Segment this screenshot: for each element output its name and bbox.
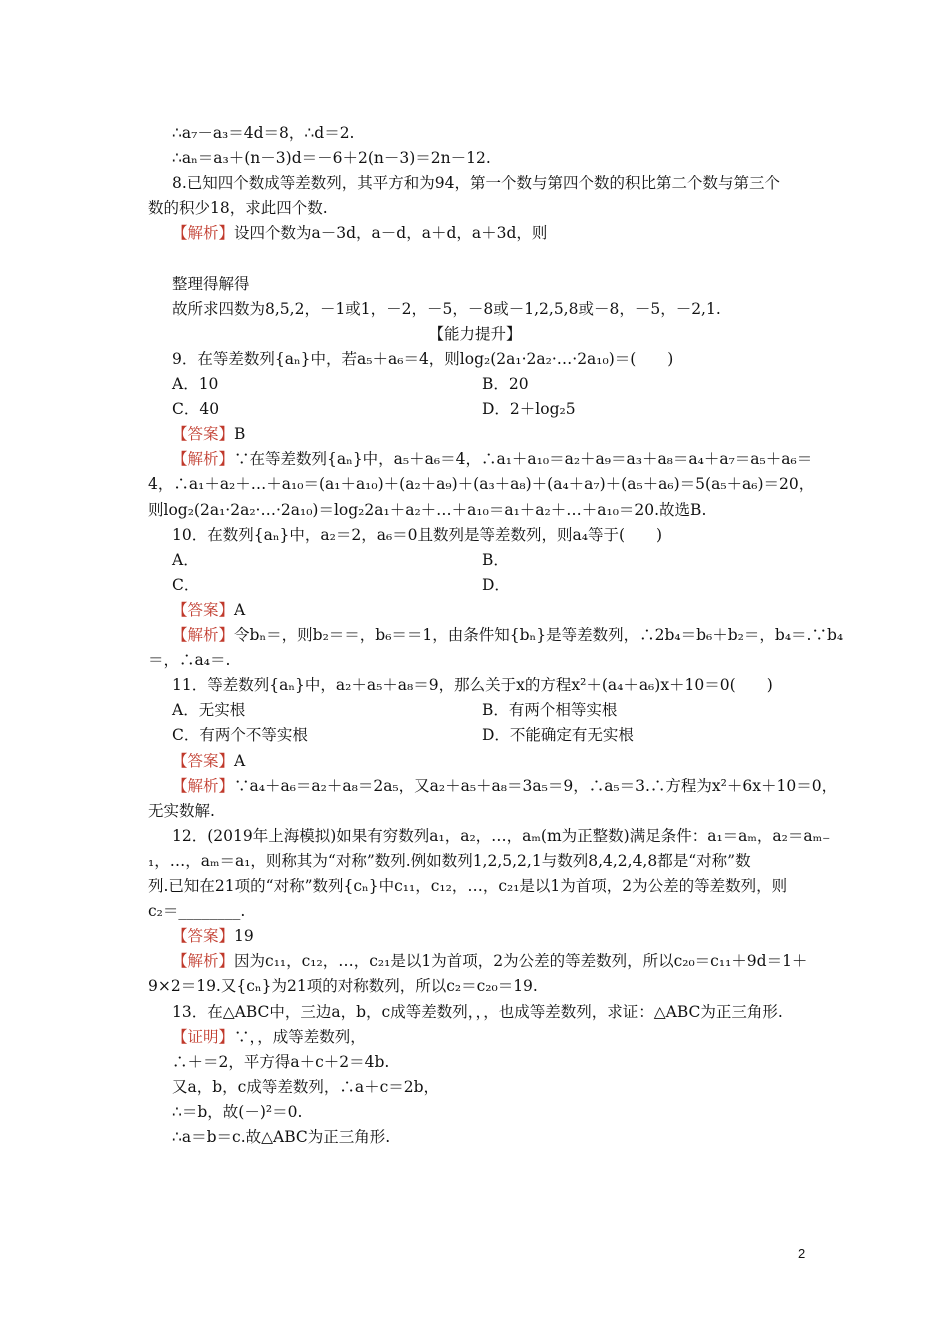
text-line [148,875,787,897]
option-left: A． [172,550,199,569]
line-text: ∴＋＝2，平方得a＋c＋2＝4b. [172,1052,390,1071]
label-tag: 【解析】 [172,952,235,971]
line-text: 4，∴a₁＋a₂＋…＋a₁₀＝(a₁＋a₁₀)＋(a₂＋a₉)＋(a₃＋a₈)＋(a₄＋a₇)＋(a₅＋a₆)＝5(a₅＋a₆)＝20， [148,475,815,494]
line-text: 9．在等差数列{aₙ}中，若a₅＋a₆＝4，则log₂(2a₁·2a₂·…·2a₁₀)＝( ) [172,349,674,368]
text-line [172,1126,390,1148]
label-tag: 【答案】 [172,425,235,444]
page-number: 2 [798,1246,806,1261]
line-text: 令bₙ＝，则b₂＝＝，b₆＝＝1，由条件知{bₙ}是等差数列，∴2b₄＝b₆＋b₂＝，b₄＝.∵b₄ [234,626,844,644]
label-tag: 【解析】 [172,776,235,795]
text-line [148,499,706,521]
label-tag: 【证明】 [172,1027,235,1046]
line-text: 列.已知在21项的“对称”数列{cₙ}中c₁₁，c₁₂，…，c₂₁是以1为首项，2为公差的等差数列，则 [148,877,788,895]
text-line [172,1051,389,1073]
text-line [172,298,721,320]
label-tag: 【解析】 [172,450,235,469]
line-text: 8.已知四个数成等差数列，其平方和为94，第一个数与第四个数的积比第二个数与第三个 [172,174,781,193]
line-text: 9×2＝19.又{cₙ}为21项的对称数列，所以c₂＝c₂₀＝19. [148,977,538,996]
line-text: 设四个数为a－3d，a－d，a＋d，a＋3d，则 [234,224,548,243]
label-tag: 【答案】 [172,600,235,619]
line-text: 19 [234,927,254,946]
text-line [172,524,662,546]
line-text: 无实数解. [148,801,215,820]
text-line [172,348,673,370]
text-line [148,975,538,997]
label-tag: 【答案】 [172,751,235,770]
line-text: 又a，b，c成等差数列，∴a＋c＝2b， [172,1077,440,1096]
line-text: A [234,751,246,770]
option-left: C． [172,575,200,594]
line-text: 11．等差数列{aₙ}中，a₂＋a₅＋a₈＝9，那么关于x的方程x²＋(a₄＋a₆)x＋10＝0( ) [172,676,773,695]
line-text: 13．在△ABC中，三边a，b，c成等差数列，，，也成等差数列，求证：△ABC为正三角形. [172,1002,783,1021]
option-left: C．40 [172,400,220,419]
line-text: 10．在数列{aₙ}中，a₂＝2，a₆＝0且数列是等差数列，则a₄等于( ) [172,525,663,544]
text-line [172,775,837,797]
line-text: A [234,600,246,619]
line-text: 整理得解得 [172,274,250,293]
line-text: 数的积少18，求此四个数. [148,199,328,218]
text-line [172,1076,439,1098]
text-line [172,1001,783,1023]
line-text: B [234,425,246,444]
text-line [172,1026,366,1048]
text-line [172,950,807,972]
option-right: B． [482,550,509,569]
line-text: 故所求四数为8,5,2，－1或1，－2，－5，－8或－1,2,5,8或－8，－5，－2,1. [172,299,721,318]
line-text: c₂＝________. [148,902,246,921]
text-line [172,750,245,772]
line-text: ∴a＝b＝c.故△ABC为正三角形. [172,1128,391,1146]
option-right: D． [482,575,510,594]
section-heading: 【能力提升】 [428,324,522,343]
text-line [172,825,830,847]
text-line [148,800,215,822]
text-line [172,172,780,194]
line-text: ＝，∴a₄＝. [148,651,231,670]
option-right: B．有两个相等实根 [482,701,618,720]
text-line [172,674,773,696]
text-line [148,473,814,495]
text-line [172,1101,302,1123]
line-text: 12．(2019年上海模拟)如果有穷数列a₁，a₂，…，aₘ(m为正整数)满足条件：a₁＝aₘ，a₂＝aₘ₋ [172,826,831,845]
line-text: ∵在等差数列{aₙ}中，a₅＋a₆＝4，∴a₁＋a₁₀＝a₂＋a₉＝a₃＋a₈＝a₄＋a₇＝a₅＋a₆＝ [234,450,813,469]
line-text: ∵，，成等差数列， [234,1027,366,1046]
text-line [172,122,355,144]
text-line [172,222,547,244]
option-right: B．20 [482,375,529,393]
text-line [172,423,245,445]
label-tag: 【答案】 [172,927,235,946]
text-line [148,649,230,671]
option-right: D．不能确定有无实根 [482,726,634,745]
option-left: A．10 [172,375,219,393]
text-line [172,147,491,169]
text-line [148,900,245,922]
line-text: ₁，…，aₘ＝a₁，则称其为“对称”数列.例如数列1,2,5,2,1与数列8,4,2,4,8都是“对称”数 [148,851,751,870]
line-text: 因为c₁₁，c₁₂，…，c₂₁是以1为首项，2为公差的等差数列，所以c₂₀＝c₁₁＋9d＝1＋ [234,952,808,971]
text-line [148,197,328,219]
text-line [148,850,751,872]
line-text: ∴＝b，故(－)²＝0. [172,1102,303,1121]
text-line [172,925,254,947]
option-left: A．无实根 [172,701,246,720]
line-text: ∴aₙ＝a₃＋(n－3)d＝－6＋2(n－3)＝2n－12. [172,149,491,168]
line-text: ∵a₄＋a₆＝a₂＋a₈＝2a₅，又a₂＋a₅＋a₈＝3a₅＝9，∴a₅＝3.∴方程为x²＋6x＋10＝0， [234,776,838,795]
text-line [172,273,250,295]
option-right: D．2＋log₂5 [482,400,576,419]
text-line [172,448,812,470]
line-text: ∴a₇－a₃＝4d＝8，∴d＝2. [172,124,355,142]
label-tag: 【解析】 [172,626,235,644]
text-line [172,624,843,646]
label-tag: 【解析】 [172,224,235,243]
line-text: 则log₂(2a₁·2a₂·…·2a₁₀)＝log₂2a₁＋a₂＋…＋a₁₀＝a₁＋a₂＋…＋a₁₀＝20.故选B. [148,500,707,519]
text-line [172,599,245,621]
option-left: C．有两个不等实根 [172,726,308,745]
